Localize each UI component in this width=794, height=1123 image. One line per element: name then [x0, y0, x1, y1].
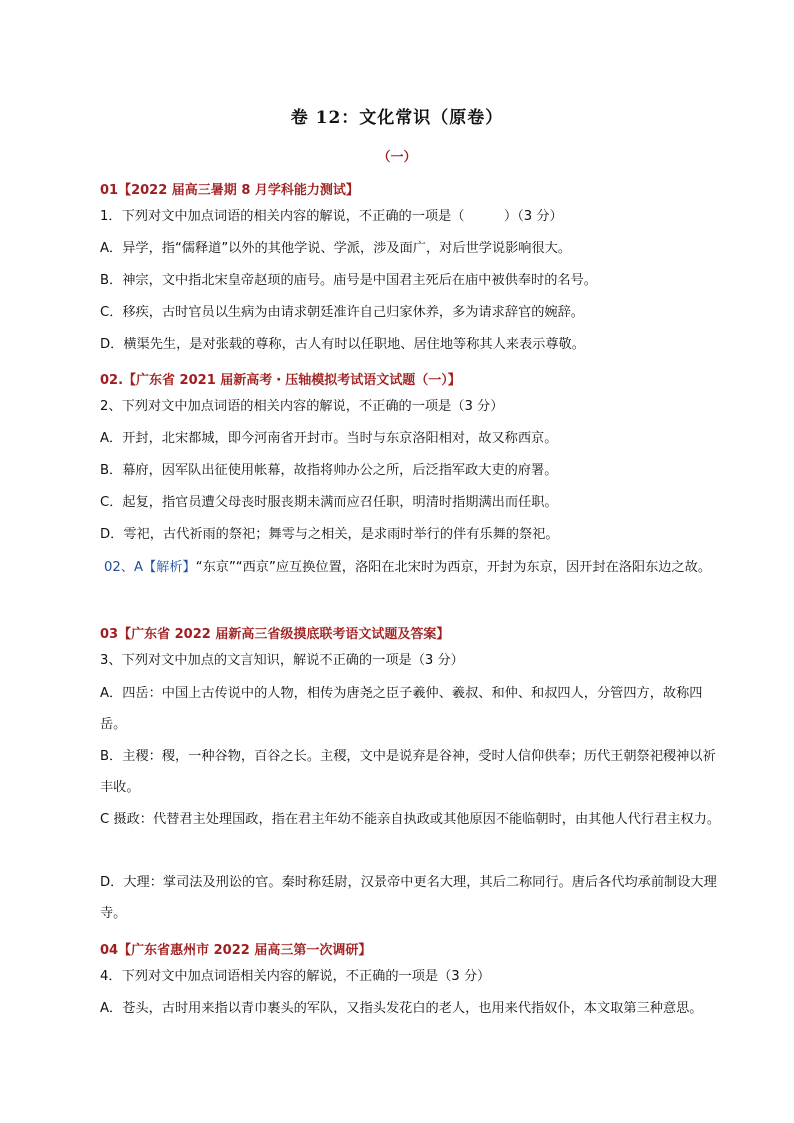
option-1c: C．移疾，古时官员以生病为由请求朝廷准许自己归家休养，多为请求辞官的婉辞。: [100, 305, 584, 320]
option-3c: C 摄政：代替君主处理国政，指在君主年幼不能亲自执政或其他原因不能临朝时，由其他人代行君主权力。: [100, 812, 721, 827]
option-2c: C．起复，指官员遭父母丧时服丧期未满而应召任职，明清时指期满出而任职。: [100, 495, 558, 510]
section-header-04: 04【广东省惠州市 2022 届高三第一次调研】: [100, 943, 372, 958]
analysis-text: “东京”“西京”应互换位置，洛阳在北宋时为西京，开封为东京，因开封在洛阳东边之故。: [195, 560, 712, 575]
option-3d: D．大理：掌司法及刑讼的官。秦时称廷尉，汉景帝中更名大理，其后二称同行。唐后各代均承前制设大理寺。: [100, 875, 717, 921]
option-3a: A．四岳：中国上古传说中的人物，相传为唐尧之臣子羲仲、羲叔、和仲、和叔四人，分管四方，故称四岳。: [100, 686, 703, 732]
page-subtitle: （一）: [377, 150, 417, 165]
option-3b: B．主稷：稷，一种谷物，百谷之长。主稷，文中是说弃是谷神，受时人信仰供奉；历代王朝祭祀稷神以祈丰收。: [100, 749, 716, 795]
option-2a: A．开封，北宋都城，即今河南省开封市。当时与东京洛阳相对，故又称西京。: [100, 431, 558, 446]
option-1a: A．异学，指“儒释道”以外的其他学说、学派，涉及面广，对后世学说影响很大。: [100, 241, 572, 256]
question-1: 1．下列对文中加点词语的相关内容的解说，不正确的一项是（ ）（3 分）: [100, 209, 563, 224]
option-2b: B．幕府，因军队出征使用帐幕，故指将帅办公之所，后泛指军政大吏的府署。: [100, 463, 558, 478]
section-header-02: 02.【广东省 2021 届新高考・压轴模拟考试语文试题（一）】: [100, 373, 461, 388]
option-2d: D．雩祀，古代祈雨的祭祀；舞雩与之相关，是求雨时举行的伴有乐舞的祭祀。: [100, 527, 559, 542]
option-1d: D．横渠先生，是对张载的尊称，古人有时以任职地、居住地等称其人来表示尊敬。: [100, 337, 585, 352]
page-title: 卷 12：文化常识（原卷）: [290, 108, 504, 128]
question-4: 4．下列对文中加点词语相关内容的解说，不正确的一项是（3 分）: [100, 969, 491, 984]
section-header-01: 01【2022 届高三暑期 8 月学科能力测试】: [100, 183, 359, 198]
question-3: 3、下列对文中加点的文言知识，解说不正确的一项是（3 分）: [100, 653, 464, 668]
analysis-2: [104, 552, 722, 583]
option-1b: B．神宗，文中指北宋皇帝赵顼的庙号。庙号是中国君主死后在庙中被供奉时的名号。: [100, 273, 597, 288]
option-4a: A．苍头，古时用来指以青巾裹头的军队，又指头发花白的老人，也用来代指奴仆，本文取第三种意思。: [100, 1001, 703, 1016]
section-header-03: 03【广东省 2022 届新高三省级摸底联考语文试题及答案】: [100, 627, 450, 642]
question-2: 2、下列对文中加点词语的相关内容的解说，不正确的一项是（3 分）: [100, 399, 504, 414]
analysis-label: 02、A【解析】: [104, 560, 196, 575]
